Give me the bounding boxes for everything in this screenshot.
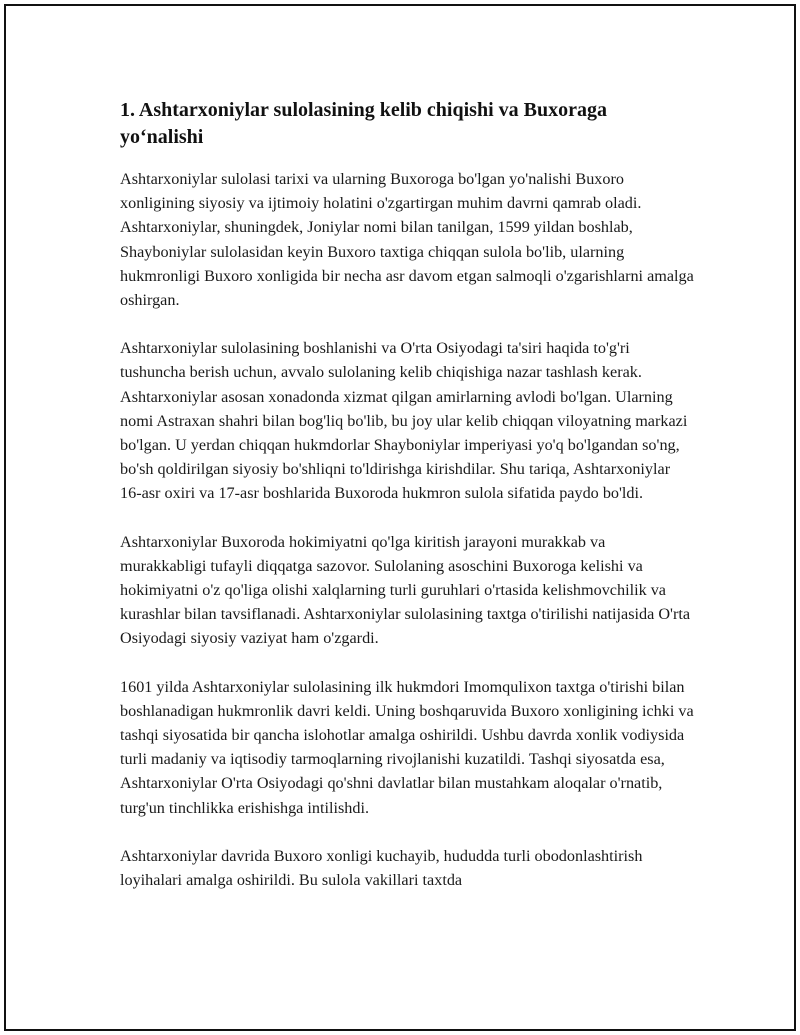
paragraph-4: 1601 yilda Ashtarxoniylar sulolasining ilk hukmdori Imomqulixon taxtga o'tirishi bilan boshlanadigan hukmronlik davri keldi. Uning boshqaruvida Buxoro xonligining ichki va tashqi siyosatida bir qancha islohotlar amalga oshirildi. Ushbu davrda xonlik vodiysida turli madaniy va iqtisodiy tarmoqlarning rivojlanishi kuzatildi. Tashqi siyosatda esa, Ashtarxoniylar O'rta Osiyodagi qo'shni davlatlar bilan mustahkam aloqalar o'rnatib, turg'un tinchlikka erishishga intilishdi.	[120, 677, 694, 817]
page-frame	[4, 4, 796, 1031]
document-body	[120, 97, 695, 916]
paragraph-2: Ashtarxoniylar sulolasining boshlanishi va O'rta Osiyodagi ta'siri haqida to'g'ri tushuncha berish uchun, avvalo sulolaning kelib chiqishiga nazar tashlash kerak. Ashtarxoniylar asosan xonadonda xizmat qilgan amirlarning avlodi bo'lgan. Ularning nomi Astraxan shahri bilan bog'liq bo'lib, bu joy ular kelib chiqqan viloyatning markazi bo'lgan. U yerdan chiqqan hukmdorlar Shayboniylar imperiyasi yo'q bo'lgandan so'ng, bo'sh qoldirilgan siyosiy bo'shliqni to'ldirishga kirishdilar. Shu tariqa, Ashtarxoniylar 16-asr oxiri va 17-asr boshlarida Buxoroda hukmron sulola sifatida paydo bo'ldi.	[120, 339, 688, 503]
paragraph-5: Ashtarxoniylar davrida Buxoro xonligi kuchayib, hududda turli obodonlashtirish loyihalari amalga oshirildi. Bu sulola vakillari taxtda	[120, 846, 643, 890]
paragraph-1: Ashtarxoniylar sulolasi tarixi va ularning Buxoroga bo'lgan yo'nalishi Buxoro xonligining siyosiy va ijtimoiy holatini o'zgartirgan muhim davrni qamrab oladi. Ashtarxoniylar, shuningdek, Joniylar nomi bilan tanilgan, 1599 yildan boshlab, Shayboniylar sulolasidan keyin Buxoro taxtiga chiqqan sulola bo'lib, ularning hukmronligi Buxoro xonligida bir necha asr davom etgan salmoqli o'zgarishlarni amalga oshirgan.	[120, 170, 694, 310]
paragraph-3: Ashtarxoniylar Buxoroda hokimiyatni qo'lga kiritish jarayoni murakkab va murakkabligi tufayli diqqatga sazovor. Sulolaning asoschini Buxoroga kelishi va hokimiyatni o'z qo'liga olishi xalqlarning turli guruhlari o'rtasida kelishmovchilik va kurashlar bilan tavsiflanadi. Ashtarxoniylar sulolasining taxtga o'tirilishi natijasida O'rta Osiyodagi siyosiy vaziyat ham o'zgardi.	[120, 532, 691, 648]
section-heading: 1. Ashtarxoniylar sulolasining kelib chiqishi va Buxoraga yo‘nalishi	[120, 99, 607, 148]
